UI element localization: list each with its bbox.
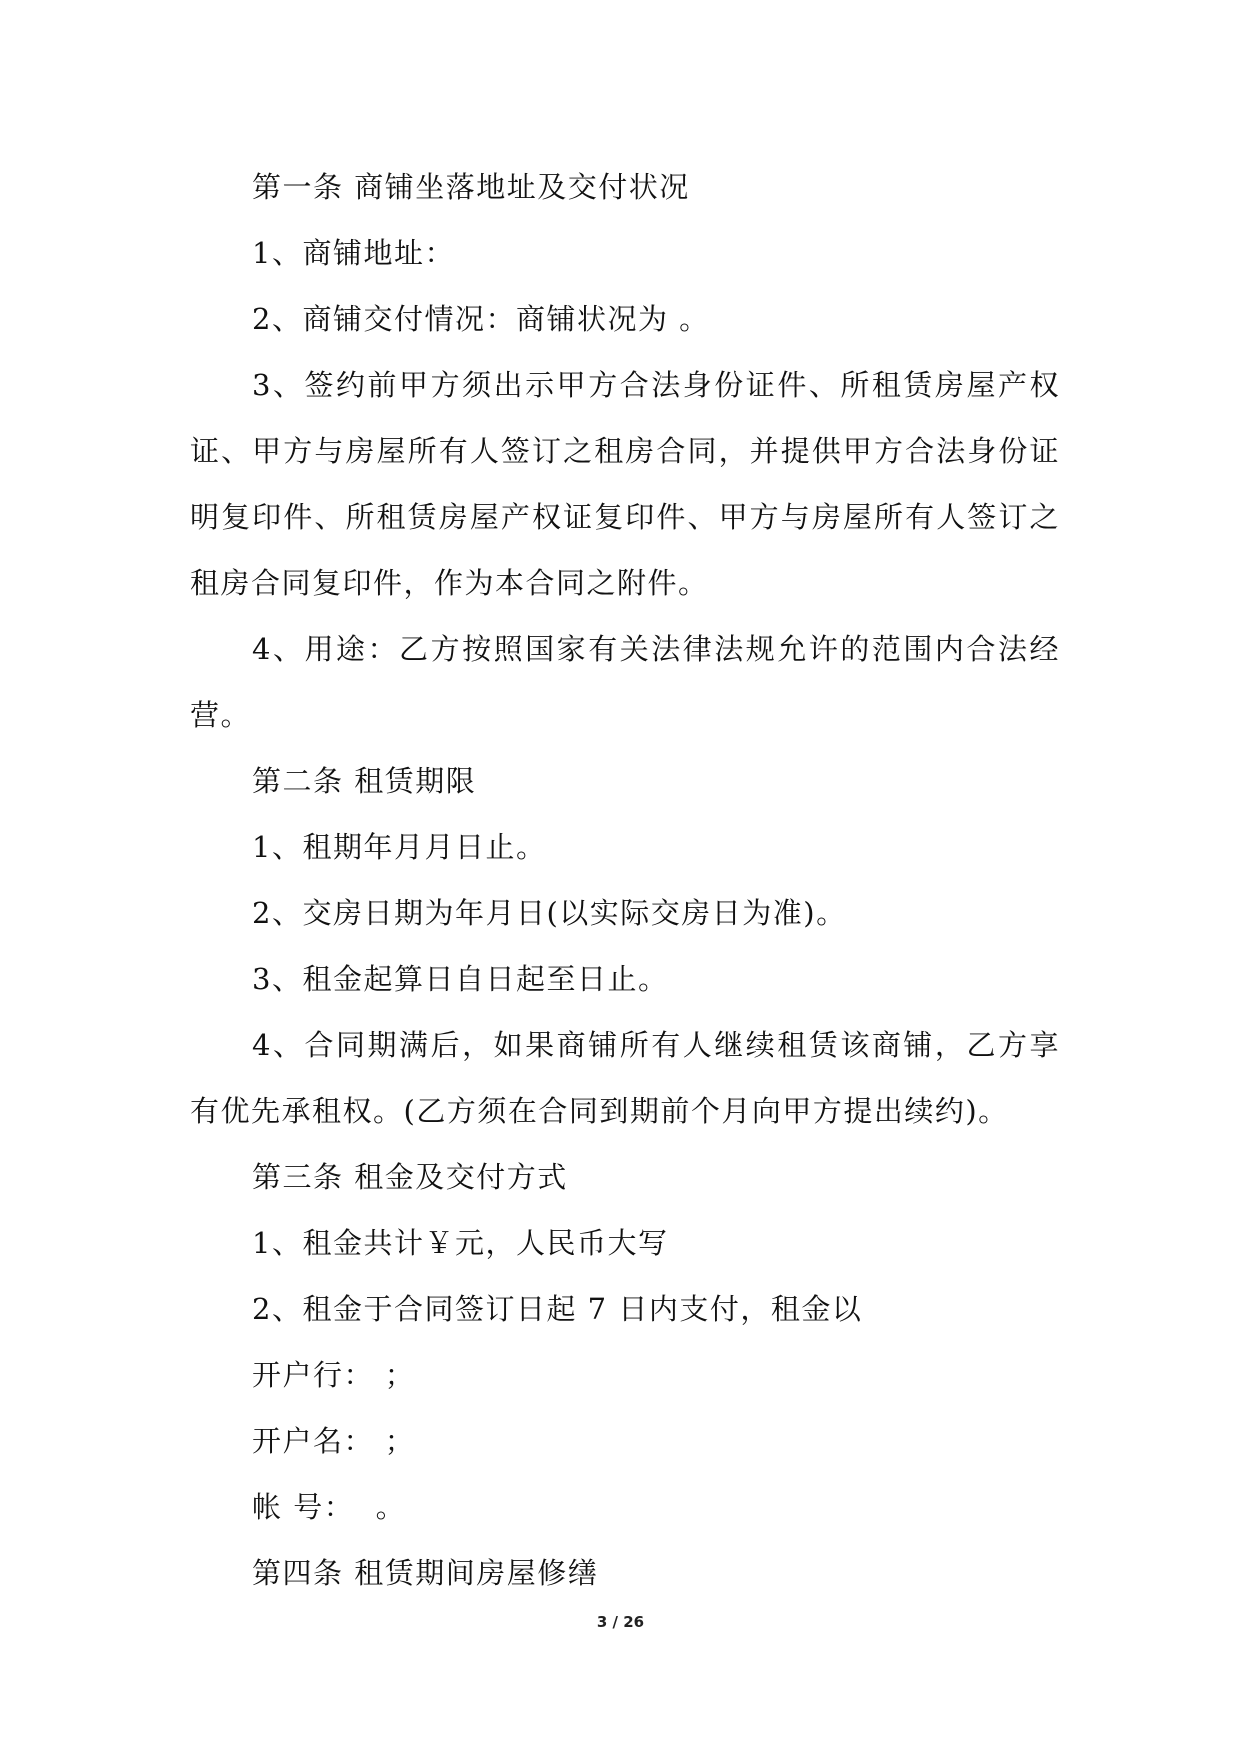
section-heading-1: 第一条 商铺坐落地址及交付状况: [252, 170, 690, 204]
paragraph: 2、租金于合同签订日起 7 日内支付，租金以: [252, 1292, 863, 1326]
paragraph: 3、签约前甲方须出示甲方合法身份证件、所租赁房屋产权证、甲方与房屋所有人签订之租房合同，并提供甲方合法身份证明复印件、所租赁房屋产权证复印件、甲方与房屋所有人签订之租房合同复印件，作为本合同之附件。: [190, 368, 1060, 600]
paragraph: 2、交房日期为年月日(以实际交房日为准)。: [252, 896, 847, 930]
account-number-line: 帐 号： 。: [252, 1490, 407, 1524]
section-heading-4: 第四条 租赁期间房屋修缮: [252, 1556, 599, 1590]
paragraph: 4、合同期满后，如果商铺所有人继续租赁该商铺，乙方享有优先承租权。(乙方须在合同到期前个月向甲方提出续约)。: [190, 1028, 1060, 1128]
paragraph: 3、租金起算日自日起至日止。: [252, 962, 669, 996]
section-heading-2: 第二条 租赁期限: [252, 764, 477, 798]
page-number: 3 / 26: [596, 1613, 645, 1631]
bank-name-line: 开户行： ；: [252, 1358, 416, 1392]
section-heading-3: 第三条 租金及交付方式: [252, 1160, 568, 1194]
paragraph: 1、租期年月月日止。: [252, 830, 547, 864]
document-body: [190, 154, 1060, 1606]
paragraph: 1、租金共计￥元，人民币大写: [252, 1226, 669, 1260]
paragraph: 4、用途：乙方按照国家有关法律法规允许的范围内合法经营。: [190, 632, 1060, 732]
paragraph: 1、商铺地址：: [252, 236, 455, 270]
account-name-line: 开户名： ；: [252, 1424, 416, 1458]
paragraph: 2、商铺交付情况：商铺状况为 。: [252, 302, 710, 336]
